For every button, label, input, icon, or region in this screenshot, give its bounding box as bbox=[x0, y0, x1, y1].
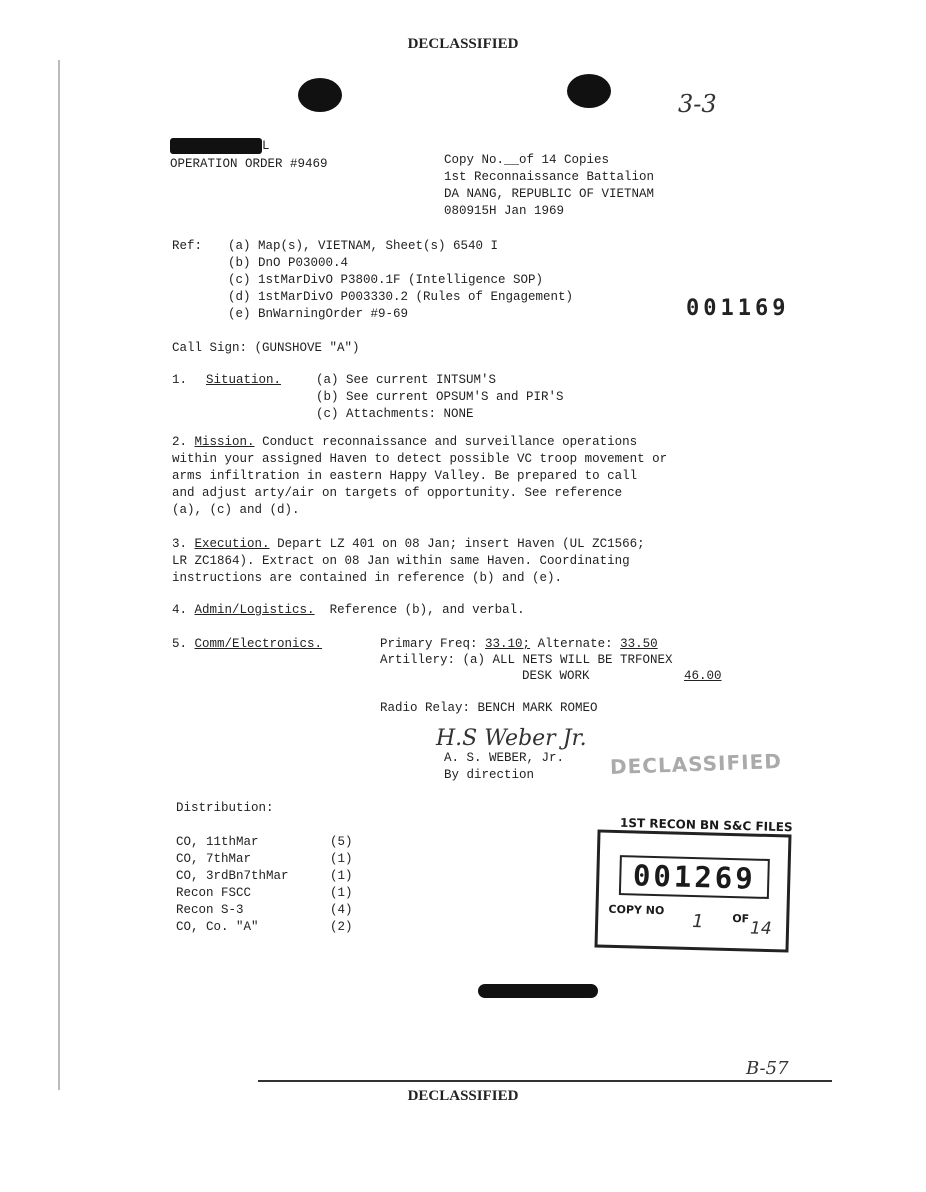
references-list bbox=[228, 238, 573, 323]
file-stamp-title: 1ST RECON BN S&C FILES bbox=[619, 815, 793, 835]
file-stamp-of-value: 14 bbox=[749, 918, 772, 940]
execution-title: Execution. bbox=[194, 537, 270, 551]
execution-line: LR ZC1864). Extract on 08 Jan within same Haven. Coordinating bbox=[172, 554, 630, 568]
mission-title: Mission. bbox=[194, 435, 255, 449]
mission-line: arms infiltration in eastern Happy Valley. Be prepared to call bbox=[172, 469, 638, 483]
file-stamp-copy-label: COPY NO bbox=[608, 902, 665, 918]
distribution-row bbox=[176, 919, 353, 936]
mission-line: Conduct reconnaissance and surveillance operations bbox=[262, 435, 638, 449]
distribution-row bbox=[176, 834, 353, 851]
unit-name: 1st Reconnaissance Battalion bbox=[444, 170, 655, 184]
signer-title: By direction bbox=[444, 768, 535, 782]
execution-line: instructions are contained in reference (b) and (e). bbox=[172, 571, 563, 585]
primary-freq-value: 33.10; bbox=[485, 637, 531, 651]
situation-number: 1. bbox=[172, 373, 188, 387]
call-sign: Call Sign: (GUNSHOVE "A") bbox=[172, 341, 360, 355]
desk-work-value: 46.00 bbox=[684, 669, 722, 683]
distribution-row bbox=[176, 902, 353, 919]
date-time-group: 080915H Jan 1969 bbox=[444, 204, 565, 218]
location: DA NANG, REPUBLIC OF VIETNAM bbox=[444, 187, 655, 201]
distribution-list bbox=[176, 834, 353, 936]
distribution-row bbox=[176, 868, 353, 885]
situation-item: (a) See current INTSUM'S bbox=[316, 373, 497, 387]
declassified-banner-bottom: DECLASSIFIED bbox=[407, 1088, 519, 1104]
comm-number: 5. bbox=[172, 637, 188, 651]
distribution-to: CO, Co. "A" bbox=[176, 920, 259, 934]
distribution-qty: (4) bbox=[330, 903, 353, 917]
artillery-line: Artillery: (a) ALL NETS WILL BE TRFONEX bbox=[380, 653, 673, 667]
file-stamp-number: 001269 bbox=[619, 855, 770, 899]
file-stamp bbox=[594, 829, 791, 952]
reference-item: (d) 1stMarDivO P003330.2 (Rules of Engagement) bbox=[228, 290, 574, 304]
execution-paragraph bbox=[172, 536, 645, 587]
distribution-to: Recon S-3 bbox=[176, 903, 244, 917]
copy-line: Copy No.__of 14 Copies bbox=[444, 153, 610, 167]
faint-declassified-stamp: DECLASSIFIED bbox=[609, 749, 783, 779]
punch-hole-left bbox=[298, 78, 342, 112]
mission-line: within your assigned Haven to detect possible VC troop movement or bbox=[172, 452, 668, 466]
order-number: OPERATION ORDER #9469 bbox=[170, 157, 328, 171]
scan-margin-edge bbox=[58, 60, 60, 1090]
declassified-banner-top: DECLASSIFIED bbox=[407, 36, 519, 52]
document-number: 001169 bbox=[686, 296, 790, 321]
reference-item: (b) DnO P03000.4 bbox=[228, 256, 349, 270]
distribution-row bbox=[176, 885, 353, 902]
admin-title: Admin/Logistics. bbox=[194, 603, 315, 617]
situation-title: Situation. bbox=[206, 373, 282, 387]
alternate-freq-label: Alternate: bbox=[537, 637, 613, 651]
comm-heading bbox=[172, 636, 322, 653]
punch-hole-right bbox=[567, 74, 611, 108]
distribution-qty: (1) bbox=[330, 869, 353, 883]
handwritten-signature: H.S Weber Jr. bbox=[436, 726, 587, 751]
page-reference: B-57 bbox=[746, 1058, 789, 1079]
alternate-freq-value: 33.50 bbox=[620, 637, 658, 651]
mission-paragraph bbox=[172, 434, 667, 519]
comm-title: Comm/Electronics. bbox=[194, 637, 323, 651]
situation-item: (c) Attachments: NONE bbox=[316, 407, 474, 421]
admin-number: 4. bbox=[172, 603, 188, 617]
reference-item: (e) BnWarningOrder #9-69 bbox=[228, 307, 409, 321]
signer-name: A. S. WEBER, Jr. bbox=[444, 751, 565, 765]
situation-item: (b) See current OPSUM'S and PIR'S bbox=[316, 390, 564, 404]
situation-items bbox=[316, 372, 564, 423]
reference-item: (c) 1stMarDivO P3800.1F (Intelligence SOP) bbox=[228, 273, 544, 287]
desk-work-label: DESK WORK bbox=[522, 669, 590, 683]
execution-number: 3. bbox=[172, 537, 188, 551]
distribution-to: CO, 7thMar bbox=[176, 852, 252, 866]
mission-line: and adjust arty/air on targets of opportunity. See reference bbox=[172, 486, 623, 500]
distribution-row bbox=[176, 851, 353, 868]
comm-freq-line bbox=[380, 636, 658, 653]
distribution-qty: (2) bbox=[330, 920, 353, 934]
execution-line: Depart LZ 401 on 08 Jan; insert Haven (UL ZC1566; bbox=[277, 537, 645, 551]
mission-line: (a), (c) and (d). bbox=[172, 503, 300, 517]
bottom-redaction bbox=[478, 984, 598, 998]
file-stamp-of-label: OF bbox=[732, 912, 750, 926]
distribution-qty: (1) bbox=[330, 886, 353, 900]
distribution-qty: (5) bbox=[330, 835, 353, 849]
primary-freq-label: Primary Freq: bbox=[380, 637, 478, 651]
radio-relay: Radio Relay: BENCH MARK ROMEO bbox=[380, 701, 598, 715]
classification-redaction bbox=[170, 138, 262, 154]
distribution-to: Recon FSCC bbox=[176, 886, 252, 900]
mission-number: 2. bbox=[172, 435, 188, 449]
admin-paragraph bbox=[172, 602, 525, 619]
admin-text: Reference (b), and verbal. bbox=[329, 603, 525, 617]
distribution-qty: (1) bbox=[330, 852, 353, 866]
distribution-label: Distribution: bbox=[176, 801, 274, 815]
distribution-to: CO, 3rdBn7thMar bbox=[176, 869, 289, 883]
references-label: Ref: bbox=[172, 239, 203, 253]
reference-item: (a) Map(s), VIETNAM, Sheet(s) 6540 I bbox=[228, 239, 499, 253]
classification-suffix: L bbox=[262, 139, 270, 153]
footer-rule bbox=[258, 1080, 832, 1082]
corner-handwritten-mark: 3-3 bbox=[678, 90, 717, 118]
file-stamp-copy-value: 1 bbox=[691, 910, 704, 933]
distribution-to: CO, 11thMar bbox=[176, 835, 259, 849]
